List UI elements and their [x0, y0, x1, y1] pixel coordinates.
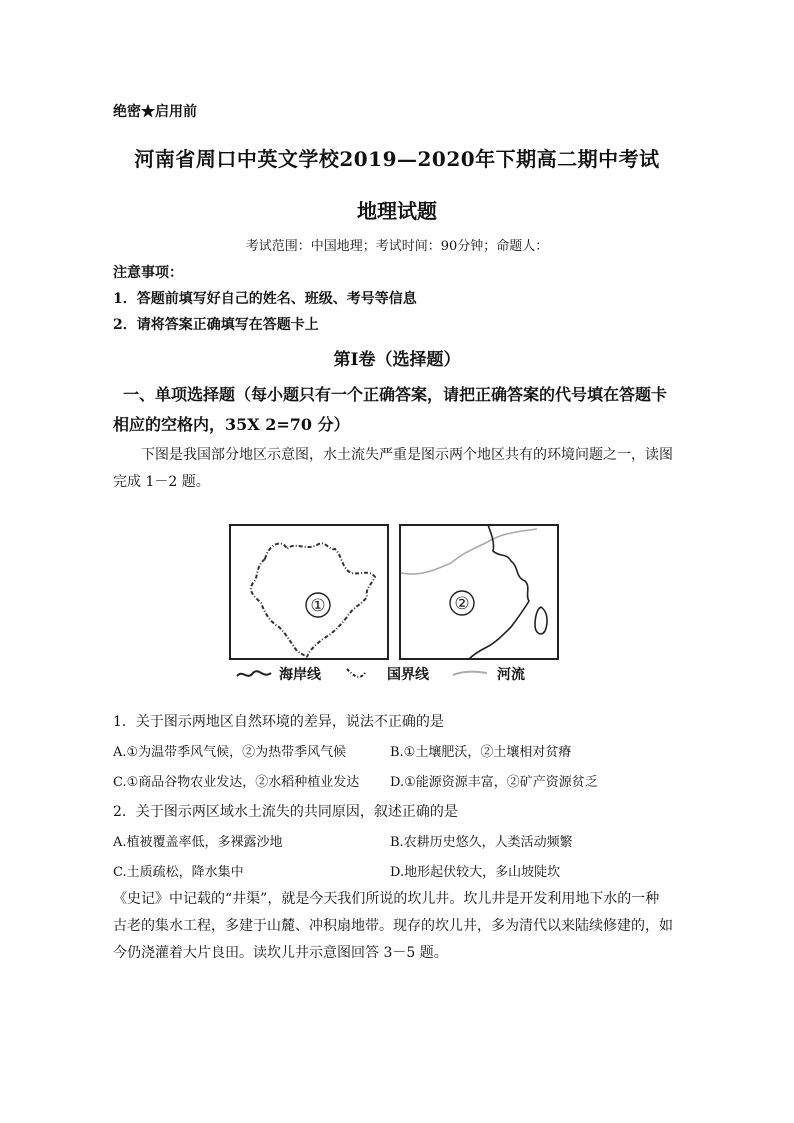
island-outline	[535, 607, 547, 634]
legend-border-symbol	[347, 669, 365, 677]
question-1-option-a: A.①为温带季风气候，②为热带季风气候	[113, 745, 347, 760]
map-panel-2	[400, 525, 558, 659]
question-2-option-b: B.农耕历史悠久，人类活动频繁	[390, 835, 573, 850]
passage-line1: 《史记》中记载的“井渠”，就是今天我们所说的坎儿井。坎儿井是开发利用地下水的一种	[113, 891, 660, 907]
legend-river-symbol	[453, 672, 487, 675]
section-heading-line1: 一、单项选择题（每小题只有一个正确答案，请把正确答案的代号填在答题卡	[123, 385, 668, 404]
question-1-option-b: B.①土壤肥沃，②土壤相对贫瘠	[390, 745, 572, 760]
question-2-option-d: D.地形起伏较大，多山坡陡坎	[390, 865, 561, 880]
border-line-1b	[251, 559, 307, 657]
notice-item: 1．答题前填写好自己的姓名、班级、考号等信息	[113, 291, 417, 307]
region-map-figure	[225, 521, 565, 691]
exam-subtitle: 地理试题	[357, 199, 437, 223]
notice-heading: 注意事项：	[113, 265, 183, 281]
legend-coast-symbol	[237, 671, 271, 676]
passage-line2: 古老的集水工程，多建于山麓、冲积扇地带。现存的坎儿井，多为清代以来陆续修建的，如	[113, 918, 673, 934]
confidential-mark: 绝密★启用前	[113, 104, 197, 120]
intro-line2: 完成 1－2 题。	[113, 474, 210, 490]
question-1-option-c: C.①商品谷物农业发达，②水稻种植业发达	[113, 775, 360, 790]
region-1-label: ①	[310, 596, 326, 616]
question-1-stem: 1．关于图示两地区自然环境的差异，说法不正确的是	[113, 714, 444, 730]
passage-line3: 今仍浇灌着大片良田。读坎儿井示意图回答 3－5 题。	[113, 945, 448, 961]
river-line	[401, 529, 537, 574]
exam-scope: 考试范围：中国地理；考试时间：90分钟；命题人：	[245, 239, 549, 254]
legend-river-label: 河流	[497, 667, 525, 683]
coastline	[469, 525, 529, 659]
question-2-stem: 2．关于图示两区域水土流失的共同原因，叙述正确的是	[113, 804, 458, 820]
region-2-label: ②	[454, 594, 470, 614]
question-2-option-a: A.植被覆盖率低，多裸露沙地	[113, 835, 283, 850]
section-heading-line2: 相应的空格内，35X 2=70 分）	[113, 415, 350, 434]
notice-item: 2．请将答案正确填写在答题卡上	[113, 317, 319, 333]
legend-coast-label: 海岸线	[279, 667, 321, 683]
intro-line1: 下图是我国部分地区示意图，水土流失严重是图示两个地区共有的环境问题之一，读图	[141, 447, 673, 463]
exam-title: 河南省周口中英文学校2019—2020年下期高二期中考试	[134, 147, 660, 171]
part-title: 第Ⅰ卷（选择题）	[333, 350, 461, 370]
map-panel-1	[230, 525, 388, 659]
question-2-option-c: C.土质疏松，降水集中	[113, 865, 244, 880]
question-1-option-d: D.①能源资源丰富，②矿产资源贫乏	[390, 775, 598, 790]
legend-border-label: 国界线	[387, 667, 429, 683]
